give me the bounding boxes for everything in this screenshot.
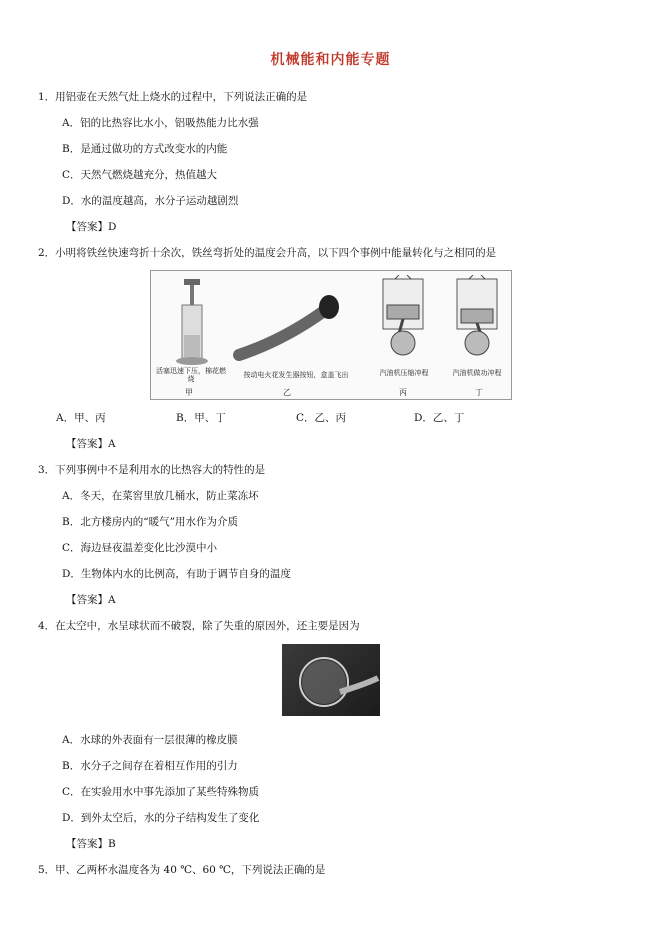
question-3-option-d: D．生物体内水的比例高，有助于调节自身的温度	[62, 568, 291, 580]
question-1-option-d: D．水的温度越高，水分子运动越剧烈	[62, 195, 239, 207]
figure-caption-bing: 汽油机压缩冲程	[379, 369, 429, 377]
question-5-stem: 5．甲、乙两杯水温度各为 40 ℃、60 ℃，下列说法正确的是	[38, 864, 326, 876]
question-4-option-b: B．水分子之间存在着相互作用的引力	[62, 760, 238, 772]
figure-label-yi: 乙	[283, 388, 291, 397]
question-2-option-a: A．甲、丙	[56, 412, 106, 424]
compression-stroke-engine-illustration	[373, 275, 433, 361]
figure-caption-jia: 活塞迅速下压，棉花燃烧	[156, 367, 226, 383]
question-2-figure	[150, 270, 512, 400]
figure-caption-yi: 按动电火花发生器按钮，盒盖飞出	[243, 371, 349, 379]
question-4-option-c: C．在实验用水中事先添加了某些特殊物质	[62, 786, 260, 798]
question-2-stem: 2．小明将铁丝快速弯折十余次，铁丝弯折处的温度会升高，以下四个事例中能量转化与之相同的是	[38, 247, 497, 259]
question-1-option-a: A．铝的比热容比水小，铝吸热能力比水强	[62, 117, 259, 129]
question-4-option-a: A．水球的外表面有一层很薄的橡皮膜	[62, 734, 238, 746]
question-3-option-c: C．海边昼夜温差变化比沙漠中小	[62, 542, 218, 554]
question-1-answer: 【答案】D	[66, 221, 117, 233]
question-4-option-d: D．到外太空后，水的分子结构发生了变化	[62, 812, 260, 824]
question-2-option-c: C．乙、丙	[296, 412, 347, 424]
power-stroke-engine-illustration	[447, 275, 507, 361]
question-1-stem: 1．用铝壶在天然气灶上烧水的过程中，下列说法正确的是	[38, 91, 308, 103]
figure-label-bing: 丙	[399, 388, 407, 397]
question-2-answer: 【答案】A	[66, 438, 116, 450]
question-3-stem: 3．下列事例中不是利用水的比热容大的特性的是	[38, 464, 266, 476]
question-4-answer: 【答案】B	[66, 838, 116, 850]
question-1-option-b: B．是通过做功的方式改变水的内能	[62, 143, 228, 155]
question-3-option-a: A．冬天，在菜窖里放几桶水，防止菜冻坏	[62, 490, 259, 502]
figure-label-ding: 丁	[475, 388, 483, 397]
question-3-answer: 【答案】A	[66, 594, 116, 606]
question-3-option-b: B．北方楼房内的“暖气”用水作为介质	[62, 516, 238, 528]
question-2-option-d: D．乙、丁	[414, 412, 465, 424]
water-ball-photo	[282, 644, 380, 716]
piston-tube-illustration	[157, 275, 227, 365]
water-ball-illustration	[282, 644, 380, 716]
question-4-stem: 4．在太空中，水呈球状而不破裂，除了失重的原因外，还主要是因为	[38, 620, 360, 632]
question-2-option-b: B．甲、丁	[176, 412, 226, 424]
page-title: 机械能和内能专题	[270, 52, 391, 68]
question-1-option-c: C．天然气燃烧越充分，热值越大	[62, 169, 218, 181]
spark-generator-illustration	[229, 289, 349, 369]
figure-caption-ding: 汽油机做功冲程	[452, 369, 502, 377]
figure-label-jia: 甲	[185, 388, 193, 397]
